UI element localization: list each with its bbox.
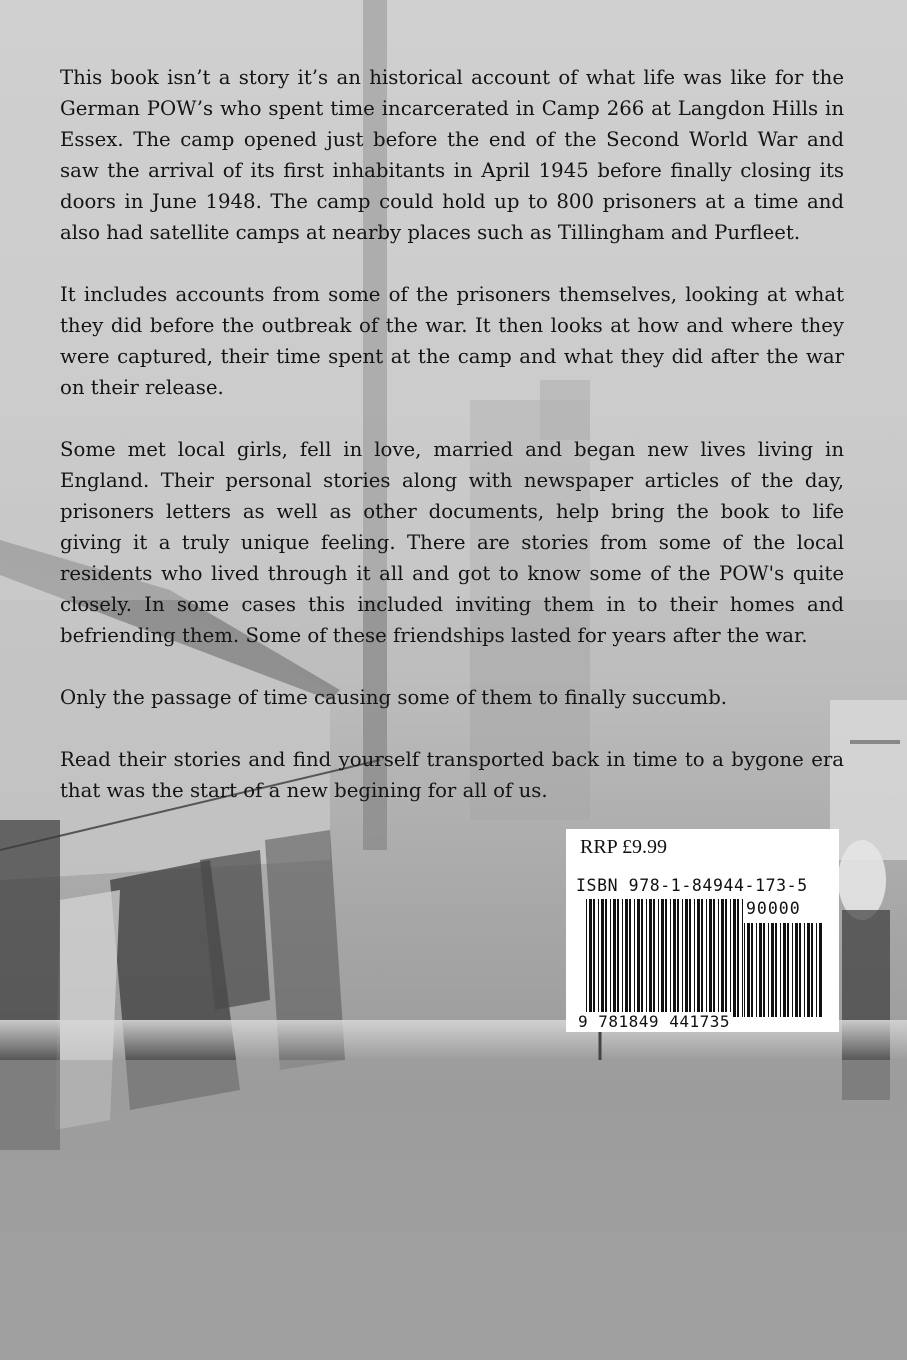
barcode-bar: [725, 899, 727, 1017]
barcode-bar: [649, 899, 652, 1017]
blurb-text: [60, 62, 844, 837]
barcode-bar: [795, 923, 798, 1017]
barcode-bar: [709, 899, 712, 1017]
barcode-bar: [718, 899, 719, 1017]
barcode-bar: [804, 923, 805, 1017]
barcode-bar: [721, 899, 724, 1017]
addon-barcode: [744, 923, 824, 1017]
barcode-bar: [658, 899, 659, 1017]
barcode-bar: [694, 899, 695, 1017]
barcode-bar: [807, 923, 810, 1017]
barcode-bar: [747, 923, 750, 1017]
barcode-bar: [775, 923, 777, 1017]
barcode-bar: [646, 899, 647, 1017]
barcode-bar: [733, 899, 736, 1017]
barcode-bar: [682, 899, 683, 1017]
ean-digits: 9 781849 441735: [578, 1012, 730, 1031]
barcode-bar: [771, 923, 774, 1017]
barcode-bar: [677, 899, 679, 1017]
isbn-text: ISBN 978-1-84944-173-5: [576, 876, 808, 895]
blurb-paragraph-3: Some met local girls, fell in love, married and began new lives living in England. Their personal stories along with newspaper articles of the day, prisoners letters as well as other documents, help bring the book to life giving it a truly unique feeling. There are stories from some of the local residents who lived through it all and got to know some of the POW's quite closely. In some cases this included inviting them in to their homes and befriending them. Some of these friendships lasted for years after the war.: [60, 438, 844, 647]
ean-barcode: [586, 899, 746, 1017]
barcode-bar: [780, 923, 781, 1017]
barcode-bar: [634, 899, 635, 1017]
barcode-bar: [783, 923, 786, 1017]
rrp-price: RRP £9.99: [580, 836, 668, 858]
barcode-bar: [661, 899, 664, 1017]
barcode-bar: [673, 899, 676, 1017]
barcode-bar: [706, 899, 707, 1017]
barcode-bar: [751, 923, 753, 1017]
barcode-bar: [586, 899, 587, 1017]
barcode-bar: [744, 923, 745, 1017]
barcode-bar: [641, 899, 643, 1017]
barcode-bar: [593, 899, 595, 1017]
barcode-bar: [589, 899, 592, 1017]
barcode-bar: [799, 923, 801, 1017]
barcode-bar: [637, 899, 640, 1017]
barcode-bar: [598, 899, 599, 1017]
barcode-bar: [819, 923, 822, 1017]
barcode-bar: [653, 899, 655, 1017]
barcode-bar: [768, 923, 769, 1017]
blurb-paragraph-4: Only the passage of time causing some of them to finally succumb.: [60, 686, 728, 709]
barcode-bar: [622, 899, 623, 1017]
barcode-bar: [625, 899, 628, 1017]
barcode-bar: [605, 899, 607, 1017]
addon-digits: 90000: [746, 899, 801, 918]
barcode-bar: [613, 899, 616, 1017]
blurb-paragraph-1: This book isn’t a story it’s an historical account of what life was like for the German POW’s who spent time incarcerated in Camp 266 at Langdon Hills in Essex. The camp opened just before the end of the Second World War and saw the arrival of its first inhabitants in April 1945 before finally closing its doors in June 1948. The camp could hold up to 800 prisoners at a time and also had satellite camps at nearby places such as Tillingham and Purfleet.: [60, 66, 844, 244]
barcode-bar: [670, 899, 671, 1017]
blurb-paragraph-2: It includes accounts from some of the prisoners themselves, looking at what they did before the outbreak of the war. It then looks at how and where they were captured, their time spent at the camp and what they did after the war on their release.: [60, 283, 844, 399]
barcode-bar: [816, 923, 817, 1017]
barcode-bar: [742, 899, 743, 1017]
barcode-bar: [713, 899, 715, 1017]
barcode-bar: [689, 899, 691, 1017]
blurb-paragraph-5: Read their stories and find yourself transported back in time to a bygone era that was the start of a new begining for all of us.: [60, 748, 844, 802]
barcode-bar: [792, 923, 793, 1017]
ground: [0, 1060, 907, 1360]
barcode-bar: [665, 899, 667, 1017]
barcode-bar: [787, 923, 789, 1017]
barcode-bar: [697, 899, 700, 1017]
price-barcode-label: [566, 829, 839, 1032]
barcode-bar: [701, 899, 703, 1017]
barcode-bar: [811, 923, 813, 1017]
barcode-bar: [601, 899, 604, 1017]
barcode-bar: [629, 899, 631, 1017]
barcode-bar: [685, 899, 688, 1017]
barcode-bar: [759, 923, 762, 1017]
barcode-bar: [617, 899, 619, 1017]
barcode-bar: [730, 899, 731, 1017]
barcode-bar: [763, 923, 765, 1017]
barcode-bar: [610, 899, 611, 1017]
barcode-bar: [737, 899, 739, 1017]
barcode-bar: [756, 923, 757, 1017]
